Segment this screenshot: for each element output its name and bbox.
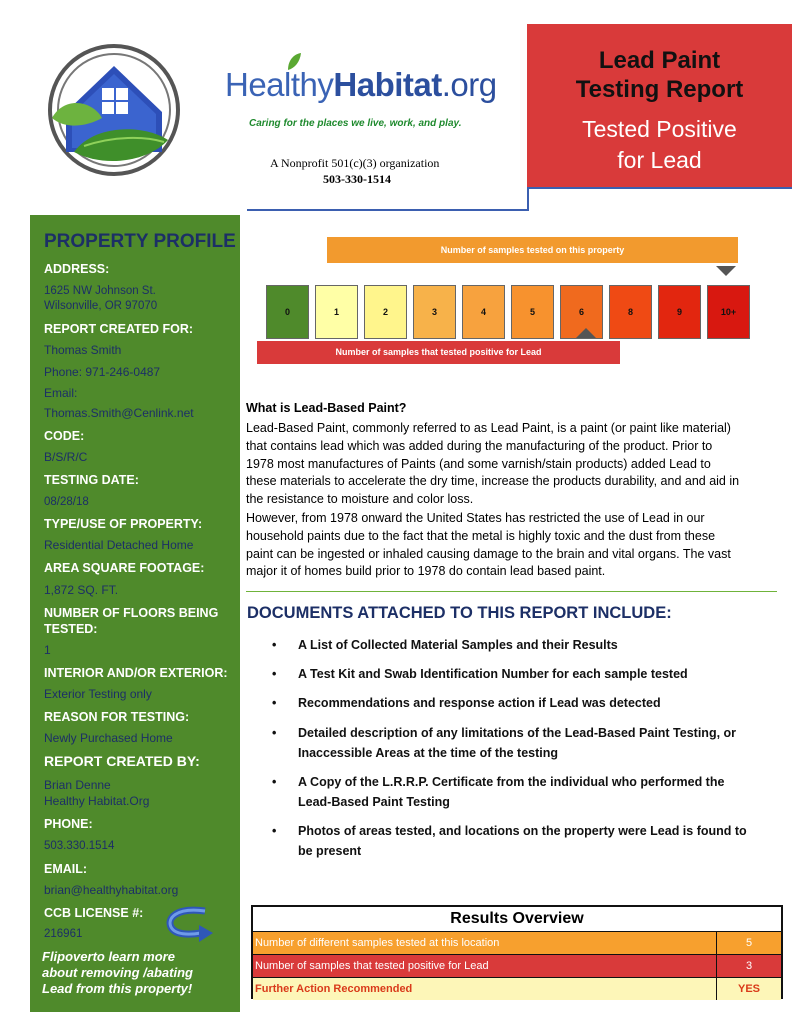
profile-title: PROPERTY PROFILE — [44, 231, 236, 252]
creator-name: Brian Denne — [44, 778, 111, 792]
what-paragraph-2: However, from 1978 onward the United States has restricted the use of Lead in our household paints due to the fact that the metal is highly toxic and the dust from these paint can be ingested or inhaled causing damage to the brain and vital organs. The vast major it of homes build prior to 1978 do contain lead based paint. — [246, 511, 731, 579]
scale-cell: 1 — [315, 285, 358, 339]
client-phone: Phone: 971-246-0487 — [44, 365, 161, 379]
brand-name: HealthyHabitat.org — [225, 66, 497, 103]
code-label: CODE: — [44, 429, 85, 443]
phone-value: 503.330.1514 — [44, 840, 115, 852]
row-label: Number of different samples tested at this location — [255, 937, 500, 949]
what-heading: What is Lead-Based Paint? — [246, 401, 407, 415]
positive-samples-bar: Number of samples that tested positive for Lead — [257, 341, 620, 364]
table-row — [253, 954, 781, 977]
section-divider — [246, 591, 777, 592]
floors-value: 1 — [44, 643, 51, 657]
reason-label: REASON FOR TESTING: — [44, 710, 190, 724]
positive-marker — [576, 328, 596, 338]
table-row — [253, 977, 781, 1000]
scale-cell: 9 — [658, 285, 701, 339]
what-paragraph-1: Lead-Based Paint, commonly referred to as Lead Paint, is a paint (or paint like material) that contains lead which was added during the manufacturing of the product. Prior to 1978 most manufactures of Paints (and some varnish/stain products) added Lead to these materials to accelerate the dry time, increase the products durability, and and aid in the resistance to moisture and color loss. — [246, 421, 740, 507]
area-value: 1,872 SQ. FT. — [44, 583, 119, 597]
ccb-value: 216961 — [44, 928, 83, 940]
area-label: AREA SQUARE FOOTAGE: — [44, 561, 205, 575]
reason-value: Newly Purchased Home — [44, 731, 173, 745]
scale-cell: 6 — [560, 285, 603, 339]
report-page: HealthyHabitat.org Caring for the places we live, work, and play. A Nonprofit 501(c)(3) organization 503-330-1514 Lead Paint Testing Report Tested Positive for Lead PROPERTY PROFILE ADDRESS: 1625 NW Johnson St. Wilsonville, OR 97070 REPORT CREATED FOR: Thomas Smith Phone: 971-246-0487 Email: Thomas.Smith@Cenlink.net CODE: B/S/R/C TESTING DATE: 08/28/18 TYPE/USE OF PROPERTY: Residential Detached Home AREA SQUARE FOOTAGE: 1,872 SQ. FT. NUMBER OF FLOORS BEING TESTED: 1 INTERIOR AND/OR EXTERIOR: Exterior Testing only REASON FOR TESTING: Newly Purchased Home REPORT CREATED BY: Brian Denne Healthy Habitat.Org PHONE: 503.330.1514 EMAIL: brian@healthyhabitat.org CCB LICENSE #: 216961 Flipoverto learn more about removing /abating Lead from this property! Number of samples tested on this property 0 1 2 3 4 5 6 8 9 10+ Number of samples that tested positive for Lead What is Lead-Based Paint? Lead-Based Paint, commonly referred to as Lead Paint, is a paint (or paint like material) that contains lead which was added during the manufacturing of the product. Prior to 1978 most manufactures of Paints (and some varnish/stain products) added Lead to these materials to accelerate the dry time, increase the products durability, and and aid in the resistance to moisture and color loss. However, from 1978 onward the United States has restricted the use of Lead in our household paints due to the fact that the metal is highly toxic and the dust from these paint can be ingested or inhaled causing damage to the brain and vital organs. The vast major it of homes build prior to 1978 do contain lead based paint. DOCUMENTS ATTACHED TO THIS REPORT INCLUDE: • A List of Collected Material Samples and their Results • A Test Kit and Swab Identification Number for each sample tested • Recommendations and response action if Lead was detected • Detailed description of any limitations of the Lead-Based Paint Testing, or Inaccessible Areas at the time of the testing • A Copy of the L.R.R.P. Certificate from the individual who performed the Lead-Based Paint Testing • Photos of areas tested, and locations on the property were Lead is found to be present Results Overview Number of different samples tested at this location 5 Number of samples that tested positive for Lead 3 Further Action Recommended YES — [0, 0, 800, 1035]
creator-org: Healthy Habitat.Org — [44, 794, 150, 808]
email-value: brian@healthyhabitat.org — [44, 883, 179, 897]
floors-label: NUMBER OF FLOORS BEING TESTED: — [44, 606, 219, 636]
flip-over-note: Flipoverto learn more about removing /abating Lead from this property! — [42, 949, 193, 996]
curved-arrow-icon — [165, 905, 217, 945]
report-title: Lead Paint Testing Report — [575, 47, 744, 103]
row-value: 5 — [716, 932, 781, 954]
testing-date: 08/28/18 — [44, 496, 89, 508]
org-line: A Nonprofit 501(c)(3) organization — [270, 156, 440, 170]
results-overview-table — [251, 905, 783, 999]
scale-cell: 10+ — [707, 285, 750, 339]
created-by-label: REPORT CREATED BY: — [44, 753, 200, 769]
row-label: Further Action Recommended — [255, 983, 413, 995]
tested-samples-bar: Number of samples tested on this property — [327, 237, 738, 263]
email-label: EMAIL: — [44, 862, 88, 876]
client-email-label: Email: — [44, 386, 78, 400]
address-line1: 1625 NW Johnson St. — [44, 285, 156, 297]
int-ext-value: Exterior Testing only — [44, 687, 152, 701]
testing-date-label: TESTING DATE: — [44, 473, 139, 487]
scale-cell: 2 — [364, 285, 407, 339]
row-value: 3 — [716, 955, 781, 977]
property-profile-sidebar — [30, 215, 240, 1012]
address-label: ADDRESS: — [44, 262, 110, 276]
ccb-label: CCB LICENSE #: — [44, 906, 144, 920]
table-row — [253, 931, 781, 954]
documents-heading: DOCUMENTS ATTACHED TO THIS REPORT INCLUDE: — [247, 604, 672, 622]
header-divider-vertical — [527, 189, 529, 211]
type-label: TYPE/USE OF PROPERTY: — [44, 517, 203, 531]
scale-cell: 4 — [462, 285, 505, 339]
report-status: Tested Positive for Lead — [582, 116, 737, 173]
code-value: B/S/R/C — [44, 450, 88, 464]
created-for-label: REPORT CREATED FOR: — [44, 322, 194, 336]
scale-cell: 3 — [413, 285, 456, 339]
header-divider — [247, 209, 529, 211]
report-title-box — [527, 24, 792, 189]
client-email: Thomas.Smith@Cenlink.net — [44, 406, 194, 420]
scale-cell: 8 — [609, 285, 652, 339]
scale-cell: 0 — [266, 285, 309, 339]
phone-label: PHONE: — [44, 817, 93, 831]
address-line2: Wilsonville, OR 97070 — [44, 300, 158, 312]
results-title: Results Overview — [253, 907, 781, 931]
scale-cell: 5 — [511, 285, 554, 339]
client-name: Thomas Smith — [44, 343, 122, 357]
tagline: Caring for the places we live, work, and play. — [249, 118, 462, 129]
row-label: Number of samples that tested positive for Lead — [255, 960, 489, 972]
int-ext-label: INTERIOR AND/OR EXTERIOR: — [44, 666, 228, 680]
row-value: YES — [716, 978, 781, 1000]
org-phone: 503-330-1514 — [323, 172, 391, 186]
house-leaf-logo-icon — [44, 40, 184, 180]
tested-marker — [716, 266, 736, 276]
type-value: Residential Detached Home — [44, 538, 194, 552]
